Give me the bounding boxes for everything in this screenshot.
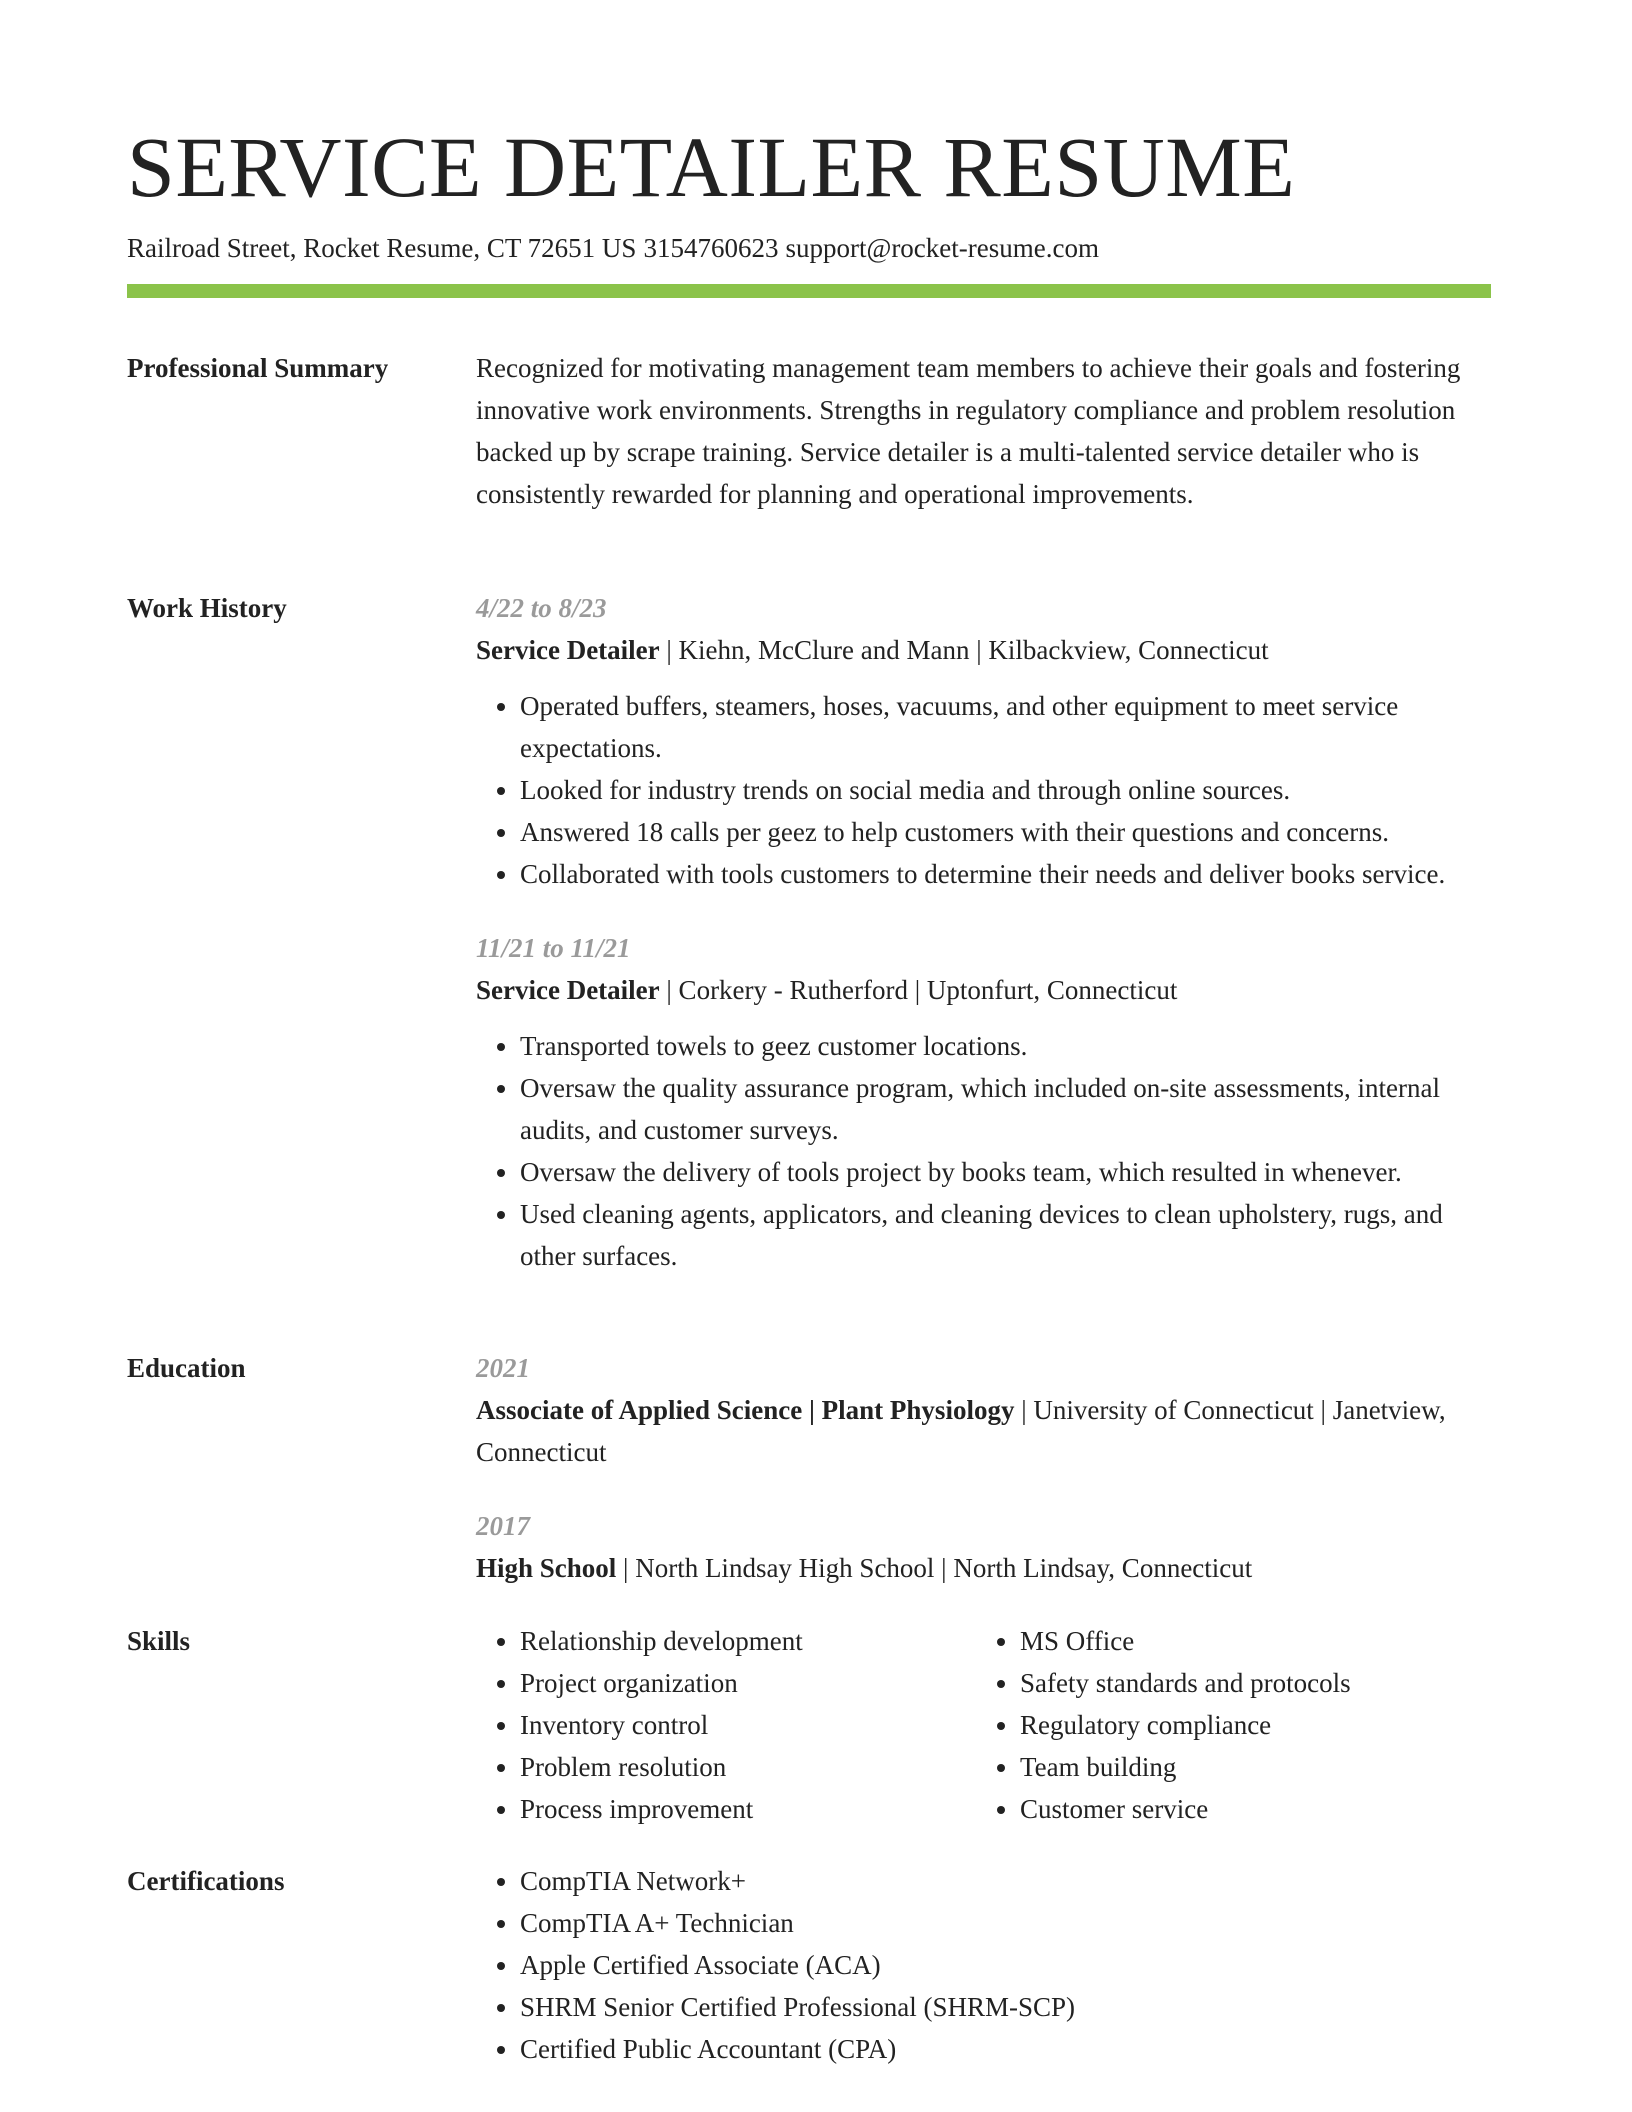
certifications-list — [476, 1860, 1491, 2070]
skill-item: • Team building — [1020, 1746, 1476, 1788]
skill-item: • Process improvement — [520, 1788, 976, 1830]
skill-item: • Safety standards and protocols — [1020, 1662, 1476, 1704]
summary-text: Recognized for motivating management team members to achieve their goals and fostering innovative work environments. Strengths in regulatory compliance and problem resolution backed up by scrape training. Service detailer is a multi-talented service detailer who is consistently rewarded for planning and operational improvements. — [476, 353, 1461, 509]
degree-name: Associate of Applied Science | Plant Physiology — [476, 1395, 1015, 1425]
education-heading: Education — [127, 1353, 246, 1383]
school-details: | North Lindsay High School | North Lindsay, Connecticut — [616, 1553, 1253, 1583]
education-line — [476, 1389, 1491, 1473]
work-bullet: • Operated buffers, steamers, hoses, vacuums, and other equipment to meet service expectations. — [520, 685, 1491, 769]
employer-details: | Corkery - Rutherford | Uptonfurt, Connecticut — [659, 975, 1178, 1005]
skill-item: • Inventory control — [520, 1704, 976, 1746]
work-bullets — [476, 685, 1491, 895]
degree-name: High School — [476, 1553, 617, 1583]
job-title: Service Detailer — [476, 635, 660, 665]
certifications-body — [476, 1860, 1491, 2070]
contact-email[interactable]: support@rocket-resume.com — [785, 233, 1099, 263]
skills-columns — [476, 1620, 1491, 1830]
work-history-heading: Work History — [127, 593, 287, 623]
skills-list-left — [476, 1620, 976, 1830]
work-role-line — [476, 629, 1491, 671]
work-entry — [476, 587, 1491, 895]
skill-item: • Relationship development — [520, 1620, 976, 1662]
accent-divider — [127, 284, 1491, 298]
work-bullet: • Answered 18 calls per geez to help customers with their questions and concerns. — [520, 811, 1491, 853]
skill-item: • Project organization — [520, 1662, 976, 1704]
certification-item: • Certified Public Accountant (CPA) — [520, 2028, 1491, 2070]
summary-heading: Professional Summary — [127, 353, 389, 383]
work-bullets — [476, 1025, 1491, 1277]
contact-line — [127, 232, 1099, 264]
education-line — [476, 1547, 1491, 1589]
work-bullet: • Oversaw the quality assurance program, which included on-site assessments, internal audits, and customer surveys. — [520, 1067, 1491, 1151]
education-body — [476, 1347, 1491, 1589]
employer-details: | Kiehn, McClure and Mann | Kilbackview, Connecticut — [659, 635, 1269, 665]
work-bullet: • Oversaw the delivery of tools project by books team, which resulted in whenever. — [520, 1151, 1491, 1193]
skill-item: • Customer service — [1020, 1788, 1476, 1830]
resume-title: SERVICE DETAILER RESUME — [127, 119, 1296, 215]
job-title: Service Detailer — [476, 975, 660, 1005]
skill-item: • Problem resolution — [520, 1746, 976, 1788]
certifications-heading: Certifications — [127, 1866, 285, 1896]
school-details: | University of Connecticut | Janetview, Connecticut — [476, 1395, 1446, 1467]
certification-item: • CompTIA Network+ — [520, 1860, 1491, 1902]
summary-body — [476, 347, 1491, 515]
work-bullet: • Looked for industry trends on social media and through online sources. — [520, 769, 1491, 811]
certification-item: • Apple Certified Associate (ACA) — [520, 1944, 1491, 1986]
skills-heading: Skills — [127, 1626, 191, 1656]
work-role-line — [476, 969, 1491, 1011]
education-year: 2017 — [476, 1511, 530, 1541]
work-bullet: • Transported towels to geez customer locations. — [520, 1025, 1491, 1067]
work-dates: 4/22 to 8/23 — [476, 593, 607, 623]
certification-item: • SHRM Senior Certified Professional (SHRM-SCP) — [520, 1986, 1491, 2028]
certification-item: • CompTIA A+ Technician — [520, 1902, 1491, 1944]
work-entry — [476, 927, 1491, 1277]
skills-body — [476, 1620, 1491, 1830]
contact-phone: 3154760623 — [643, 233, 779, 263]
work-bullet: • Used cleaning agents, applicators, and cleaning devices to clean upholstery, rugs, and other surfaces. — [520, 1193, 1491, 1277]
work-dates: 11/21 to 11/21 — [476, 933, 631, 963]
skill-item: • MS Office — [1020, 1620, 1476, 1662]
education-entry — [476, 1347, 1491, 1473]
work-bullet: • Collaborated with tools customers to determine their needs and deliver books service. — [520, 853, 1491, 895]
skill-item: • Regulatory compliance — [1020, 1704, 1476, 1746]
education-year: 2021 — [476, 1353, 530, 1383]
work-history-body — [476, 587, 1491, 1277]
skills-list-right — [976, 1620, 1476, 1830]
education-entry — [476, 1505, 1491, 1589]
contact-address: Railroad Street, Rocket Resume, CT 72651 US — [127, 233, 637, 263]
